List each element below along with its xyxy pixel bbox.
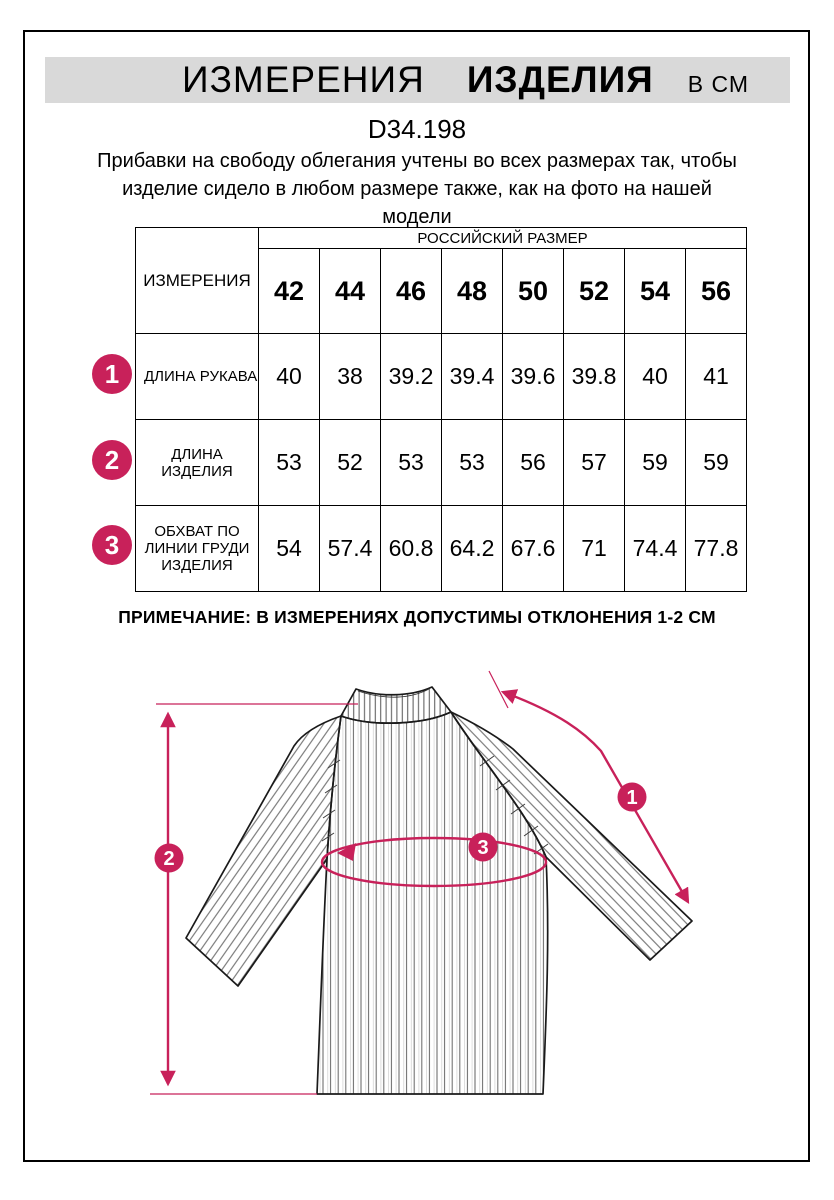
value-cell: 39.2 [381, 334, 442, 420]
value-cell: 71 [564, 506, 625, 592]
value-cell: 59 [625, 420, 686, 506]
title-measurements: ИЗМЕРЕНИЯ [181, 59, 425, 100]
row-label: ДЛИНА РУКАВА [136, 334, 259, 420]
value-cell: 41 [686, 334, 747, 420]
garment-sleeve-left [186, 716, 341, 986]
size-col-54: 54 [625, 249, 686, 334]
diagram-badge-1 [618, 783, 647, 812]
value-cell: 77.8 [686, 506, 747, 592]
note-text: ПРИМЕЧАНИЕ: В ИЗМЕРЕНИЯХ ДОПУСТИМЫ ОТКЛОНЕНИЯ 1-2 СМ [118, 607, 716, 627]
intro-line-3: модели [382, 206, 452, 228]
row-number-badge-3: 3 [92, 525, 132, 565]
value-cell: 40 [625, 334, 686, 420]
value-cell: 39.8 [564, 334, 625, 420]
size-group-header: РОССИЙСКИЙ РАЗМЕР [259, 228, 747, 249]
garment-collar [341, 687, 451, 723]
svg-text:2: 2 [163, 848, 175, 870]
svg-text:3: 3 [477, 837, 489, 859]
value-cell: 39.4 [442, 334, 503, 420]
size-col-42: 42 [259, 249, 320, 334]
row-label: ОБХВАТ ПО ЛИНИИ ГРУДИ ИЗДЕЛИЯ [136, 506, 259, 592]
value-cell: 59 [686, 420, 747, 506]
intro-line-1: Прибавки на свободу облегания учтены во всех размерах так, чтобы [97, 150, 737, 172]
size-col-50: 50 [503, 249, 564, 334]
size-col-48: 48 [442, 249, 503, 334]
value-cell: 38 [320, 334, 381, 420]
value-cell: 39.6 [503, 334, 564, 420]
product-code: D34.198 [367, 114, 467, 144]
title-units: В СМ [687, 71, 750, 97]
diagram-badge-2 [155, 844, 184, 873]
neck-tick [489, 671, 508, 708]
value-cell: 60.8 [381, 506, 442, 592]
value-cell: 67.6 [503, 506, 564, 592]
value-cell: 54 [259, 506, 320, 592]
size-col-52: 52 [564, 249, 625, 334]
diagram-badge-3 [469, 833, 498, 862]
value-cell: 74.4 [625, 506, 686, 592]
row-number-badge-1: 1 [92, 354, 132, 394]
row-label: ДЛИНА ИЗДЕЛИЯ [136, 420, 259, 506]
value-cell: 53 [259, 420, 320, 506]
size-col-46: 46 [381, 249, 442, 334]
value-cell: 64.2 [442, 506, 503, 592]
value-cell: 57.4 [320, 506, 381, 592]
value-cell: 53 [381, 420, 442, 506]
size-col-56: 56 [686, 249, 747, 334]
value-cell: 52 [320, 420, 381, 506]
measure-col-header: ИЗМЕРЕНИЯ [136, 228, 259, 334]
value-cell: 53 [442, 420, 503, 506]
value-cell: 57 [564, 420, 625, 506]
value-cell: 56 [503, 420, 564, 506]
size-col-44: 44 [320, 249, 381, 334]
title-product: ИЗДЕЛИЯ [466, 59, 654, 100]
value-cell: 40 [259, 334, 320, 420]
svg-text:1: 1 [626, 787, 638, 809]
intro-line-2: изделие сидело в любом размере также, как на фото на нашей [122, 178, 712, 200]
row-number-badge-2: 2 [92, 440, 132, 480]
